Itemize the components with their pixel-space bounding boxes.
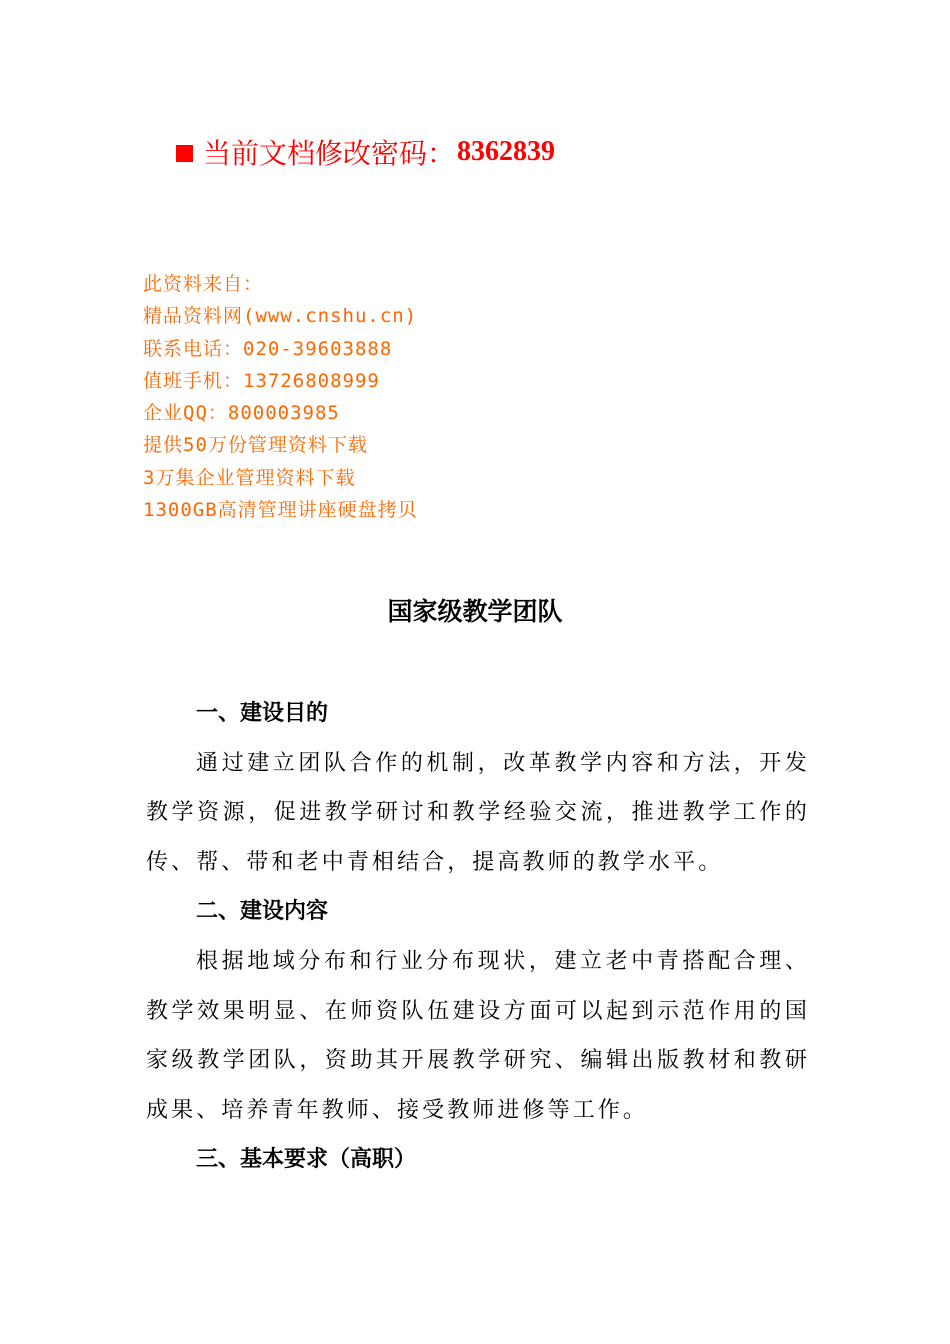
password-label: 当前文档修改密码： (203, 137, 456, 170)
source-line-phone: 联系电话：020-39603888 (143, 337, 393, 360)
red-square-icon (176, 145, 193, 162)
source-line-mobile: 值班手机：13726808999 (143, 369, 380, 392)
password-code: 8362839 (457, 136, 556, 167)
section-paragraph-content: 根据地域分布和行业分布现状，建立老中青搭配合理、教学效果明显、在师资队伍建设方面可以起到示范作用的国家级教学团队，资助其开展教学研究、编辑出版教材和教研成果、培养青年教师、接受教师进修等工作。 (146, 948, 810, 1123)
source-line-offer-1: 提供50万份管理资料下载 (143, 434, 368, 457)
source-line-origin: 此资料来自： (143, 273, 264, 295)
section-heading-purpose: 一、建设目的 (196, 701, 329, 726)
source-line-offer-3: 1300GB高清管理讲座硬盘拷贝 (143, 499, 418, 522)
password-banner (176, 132, 555, 172)
section-heading-content: 二、建设内容 (196, 899, 329, 925)
source-line-website: 精品资料网(www.cnshu.cn) (143, 305, 418, 328)
section-heading-requirements: 三、基本要求（高职） (196, 1147, 417, 1173)
section-paragraph-purpose: 通过建立团队合作的机制，改革教学内容和方法，开发教学资源，促进教学研讨和教学经验交流，推进教学工作的传、帮、带和老中青相结合，提高教师的教学水平。 (146, 750, 810, 875)
source-line-offer-2: 3万集企业管理资料下载 (143, 466, 356, 489)
source-line-qq: 企业QQ：800003985 (143, 402, 340, 425)
source-info-block (143, 268, 418, 526)
document-body (146, 689, 810, 1185)
document-title: 国家级教学团队 (387, 597, 563, 626)
